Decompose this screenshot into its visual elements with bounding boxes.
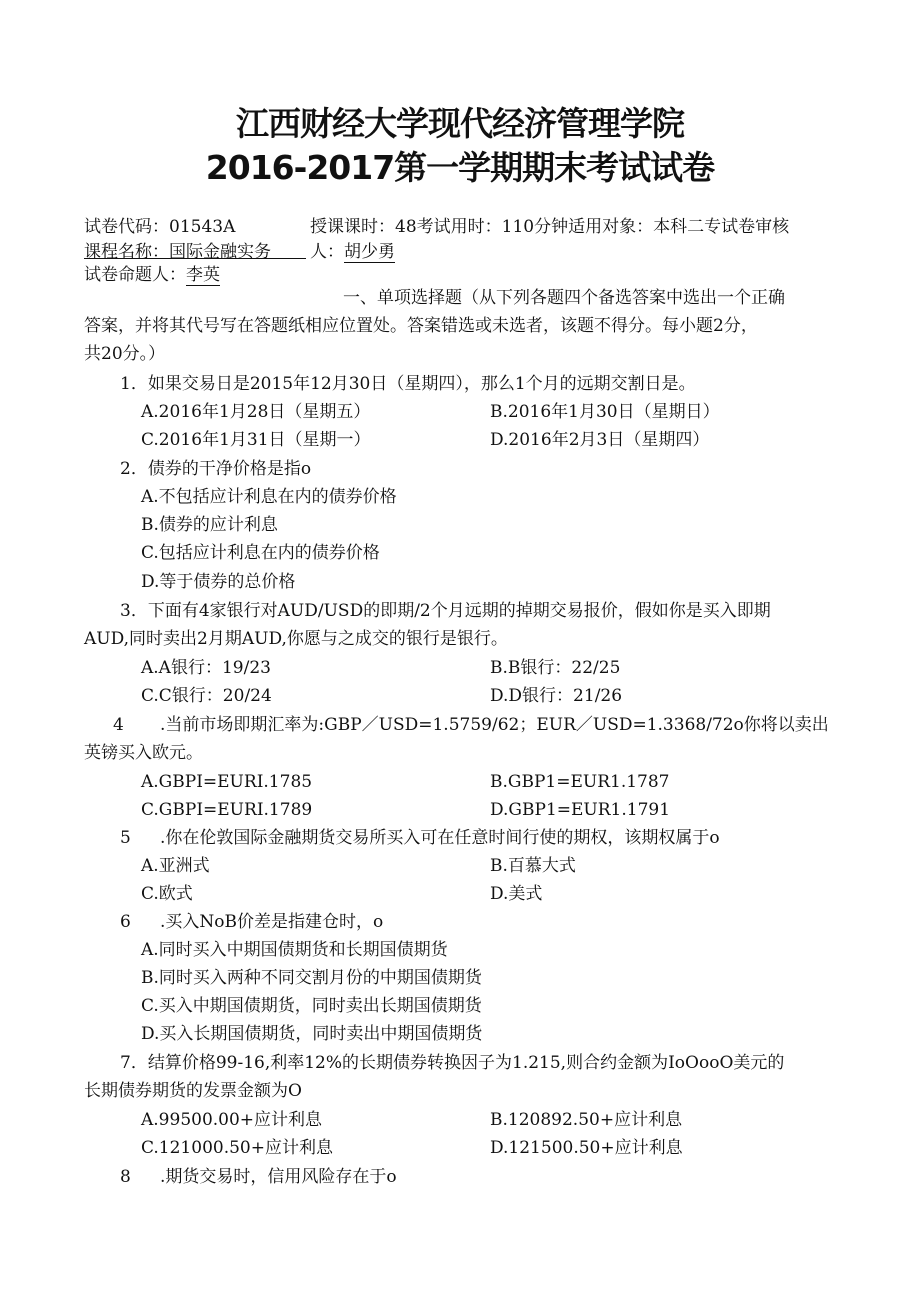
question-3-cont: AUD,同时卖出2月期AUD,你愿与之成交的银行是银行。 [84,629,508,649]
q4-option-d: D.GBP1=EUR1.1791 [490,800,671,820]
reviewer-line [310,237,395,262]
question-1: 1．如果交易日是2015年12月30日（星期四），那么1个月的远期交割日是。 [120,374,696,394]
exam-title-school: 江西财经大学现代经济管理学院 [236,104,684,143]
reviewer-name: 胡少勇 [344,242,395,262]
q5-option-d: D.美式 [490,884,543,904]
section-instruction: 答案，并将其代号写在答题纸相应位置处。答案错选或未选者，该题不得分。每小题2分， [84,316,758,336]
q2-option-c: C.包括应计利息在内的债券价格 [141,543,380,563]
question-4-cont: 英镑买入欧元。 [84,743,203,763]
q3-option-c: C.C银行：20/24 [141,686,272,706]
q6-option-a: A.同时买入中期国债期货和长期国债期货 [141,940,448,960]
q2-option-a: A.不包括应计利息在内的债券价格 [141,487,397,507]
author-prefix: 试卷命题人： [84,265,186,285]
question-5: .你在伦敦国际金融期货交易所买入可在任意时间行使的期权，该期权属于o [160,828,720,848]
question-3: 3．下面有4家银行对AUD/USD的即期/2个月远期的掉期交易报价，假如你是买入即期 [120,601,771,621]
section-score-note: 共20分。） [84,344,166,364]
exam-title-term: 2016-2017第一学期期末考试试卷 [205,148,715,187]
q7-option-d: D.121500.50+应计利息 [490,1138,683,1158]
author-name: 李英 [186,265,220,285]
question-8: .期货交易时，信用风险存在于o [160,1167,397,1187]
q2-option-d: D.等于债券的总价格 [141,572,296,592]
paper-code: 试卷代码：01543A [84,217,236,237]
question-4: .当前市场即期汇率为:GBP／USD=1.5759/62；EUR／USD=1.3368/72o你将以卖出 [160,715,829,735]
q3-option-d: D.D银行：21/26 [490,686,623,706]
question-2: 2．债券的干净价格是指o [120,459,312,479]
q2-option-b: B.债券的应计利息 [141,515,278,535]
q7-option-c: C.121000.50+应计利息 [141,1138,333,1158]
q3-option-a: A.A银行：19/23 [141,658,271,678]
q6-option-c: C.买入中期国债期货，同时卖出长期国债期货 [141,996,482,1016]
question-6: .买入NoB价差是指建仓时，o [160,912,384,932]
q6-option-b: B.同时买入两种不同交割月份的中期国债期货 [141,968,482,988]
q7-option-b: B.120892.50+应计利息 [490,1110,683,1130]
author-line [84,260,220,285]
q1-option-b: B.2016年1月30日（星期日） [490,402,720,422]
q3-option-b: B.B银行：22/25 [490,658,621,678]
question-5-number: 5 [120,828,131,848]
course-name: 课程名称：国际金融实务 [84,242,271,262]
question-6-number: 6 [120,912,131,932]
q4-option-a: A.GBPI=EURI.1785 [141,772,313,792]
q5-option-a: A.亚洲式 [141,856,210,876]
q4-option-b: B.GBP1=EUR1.1787 [490,772,670,792]
q5-option-c: C.欧式 [141,884,193,904]
q1-option-d: D.2016年2月3日（星期四） [490,430,710,450]
q1-option-a: A.2016年1月28日（星期五） [141,402,371,422]
question-4-number: 4 [113,715,124,735]
q5-option-b: B.百慕大式 [490,856,576,876]
q4-option-c: C.GBPI=EURI.1789 [141,800,313,820]
reviewer-prefix: 人： [310,242,344,262]
question-7: 7．结算价格99-16,利率12%的长期债券转换因子为1.215,则合约金额为IoOooO美元的 [120,1053,785,1073]
q6-option-d: D.买入长期国债期货，同时卖出中期国债期货 [141,1024,483,1044]
q1-option-c: C.2016年1月31日（星期一） [141,430,371,450]
section-heading: 一、单项选择题（从下列各题四个备选答案中选出一个正确 [343,288,785,308]
q7-option-a: A.99500.00+应计利息 [141,1110,323,1130]
course-hours-info: 授课课时：48考试用时：110分钟适用对象：本科二专试卷审核 [310,217,790,237]
question-7-cont: 长期债券期货的发票金额为O [84,1081,302,1101]
header-divider [84,258,306,259]
question-8-number: 8 [120,1167,131,1187]
